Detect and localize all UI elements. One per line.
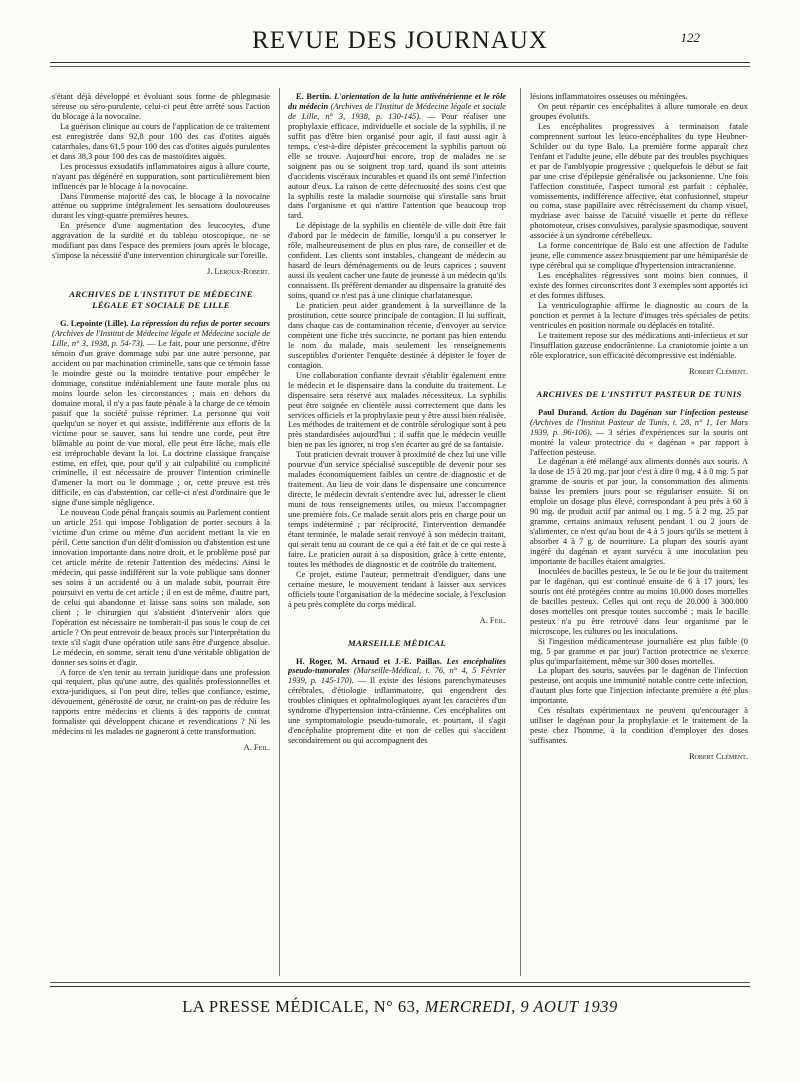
article-reference: (Archives de l'Institut de Médecine légale et sociale de Lille, n° 3, 1938, p. 130-145). (288, 101, 506, 121)
article-header (52, 319, 270, 508)
paragraph: Le praticien peut aider grandement à la surveillance de la prostitution, cette source principale de contagion. Il lui suffirait, dans chaque cas de contamination récente, d'envoyer au service compétent une fiche très succincte, ne portant pas bien entendu le nom du malade, mais seulement les renseignements susceptibles d'orienter l'enquête destinée à dépister le foyer de contagion. (288, 301, 506, 370)
column-divider (520, 88, 521, 976)
footer-date: MERCREDI, 9 AOUT 1939 (424, 997, 618, 1016)
paragraph: Dans l'immense majorité des cas, le blocage à la novocaïne atténue ou supprime intégralement les sensations douloureuses durant les vingt-quatre premières heures. (52, 191, 270, 221)
signature: A. Feil. (243, 743, 270, 753)
article-title: Action du Dagénan sur l'infection pesteuse (591, 407, 748, 417)
column-2 (288, 92, 506, 972)
article-author: Paul Durand. (538, 407, 588, 417)
paragraph: En présence d'une augmentation des leucocytes, d'une aggravation de la surdité et du tableau otoscopique, ne se modifiant pas dans l'espace des premiers jours après le blocage, s'impose la nécessité d'une intervention chirurgicale sur l'oreille. (52, 221, 270, 261)
paragraph: — 3 séries d'expériences sur la souris ont montré la valeur protectrice du « dagénan » par rapport à l'affection pesteuse. (530, 427, 748, 457)
column-3 (530, 92, 748, 972)
page-footer (0, 997, 800, 1017)
header-rule (50, 62, 750, 63)
paragraph: lésions inflammatoires osseuses ou méningées. (530, 92, 688, 101)
signature: A. Feil. (479, 615, 506, 625)
paragraph: Une collaboration confiante devrait s'établir également entre le médecin et le dispensaire dans la conduite du traitement. Le dispensaire sera réservé aux malades nécessiteux. La syphilis peut être soignée en clientèle aussi correctement que dans les services officiels et la prophylaxie peut y être aussi bien réalisée. Les méthodes de traitement et de contrôle sérologique sont à peu près standardisées aujourd'hui ; il suffit que le médecin veuille bien ne pas les ignorer, ni trop s'en écarter au gré de sa fantaisie. (288, 370, 506, 450)
paragraph: — Le fait, pour une personne, d'être témoin d'un grave dommage subi par une autre personne, par accident ou par machination criminelle, sans que ce témoin fasse le moindre geste ou la moindre tentative pour empêcher le dommage, constitue indéniablement une faute morale plus ou moins lourde selon les circonstances ; mais en dehors du domaine moral, il n'y a pas faute pénale à la charge de ce témoin passif que la société puisse réprimer. La personne qui voit quelqu'un se noyer et qui assiste, indifférente aux efforts de la victime pour se sauver, sans lui tendre une corde, peut être blâmable au point de vue moral, elle peut être lâche, mais elle est irréprochable devant la loi. La doctrine classique française estime, en effet, que, pour qu'il y ait culpabilité ou complicité criminelle, il est nécessaire de prouver l'intention criminelle d'amener la mort ou le dommage ; or, cette preuve est très difficile, en cas d'abstention, car celle-ci n'est d'ordinaire que le signe d'une simple négligence. (52, 339, 270, 508)
footer-rule (50, 986, 750, 987)
article-reference: (Marseille-Médical, t. 76, n° 4, 5 Février 1939, p. 145-170). (288, 666, 506, 686)
paragraph: Ces résultats expérimentaux ne peuvent qu'encourager à utiliser le dagénan pour la prophylaxie et le traitement de la peste chez l'homme, à la condition d'employer des doses suffisantes. (530, 706, 748, 746)
article-title: L'orientation de la lutte antivénérienne et le rôle du médecin (288, 92, 506, 111)
paragraph: On peut répartir ces encéphalites à allure tumorale en deux groupes évolutifs. (530, 101, 748, 121)
paragraph: A force de s'en tenir au terrain juridique dans une profession qui requiert, plus qu'une autre, des qualités professionnelles et extra-juridiques, si l'on peut dire, telles que confiance, estime, dévouement, générosité de cœur, ne craint-on pas de réduire les rapports entre médecins et clients à des rapports de contrat formaliste qui développent chicane et revendications ? Ni les médecins ni les malades ne gagneront à cette transformation. (52, 667, 270, 737)
page-header (0, 26, 800, 56)
paragraph: La forme concentrique de Balo est une affection de l'adulte jeune, elle commence assez brusquement par une hémiparésie de type cérébral qui se complique d'hypertension intracranienne. (530, 241, 748, 271)
paragraph: La guérison clinique au cours de l'application de ce traitement est enregistrée dans 92,8 pour 100 des cas d'otites aiguës catarrhales, dans 61,5 pour 100 des cas d'otites aiguës purulentes et dans 38,3 pour 100 des cas de mastoïdites aiguës. (52, 121, 270, 161)
paragraph: La plupart des souris, sauvées par le dagénan de l'infection pesteuse, ont acquis une immunité notable contre cette infection, d'autant plus forte que l'injection infectante première a été plus importante. (530, 666, 748, 706)
footer-rule-thin (50, 982, 750, 983)
section-heading: MARSEILLE MÉDICAL (347, 637, 447, 648)
page-number: 122 (680, 30, 700, 45)
paragraph: Le traitement repose sur des médications anti-infectieux et sur l'insufflation gazeuse endocrânienne. La craniotomie jointe a un rôle exploratrice, son efficacité décompressive est indéniable. (530, 330, 748, 360)
paragraph: — Il existe des lésions parenchymateuses cérébrales, d'étiologie inflammatoire, qui engendrent des troubles cliniques et ophtalmologiques ayant les caractères d'un syndrome d'hypertension intra-crânienne. Ces encéphalites ont une symptomatologie pseudo-tumorale, et pourtant, il s'agit d'encéphalite proprement dite et non de celles qui s'accident secondairement ou qui accompagnent des (288, 676, 506, 746)
paragraph: Le dépistage de la syphilis en clientèle de ville doit être fait d'abord par le médecin de famille, lorsqu'il a pu conserver le rôle, malheureusement de plus en plus rare, de conseiller et de confident. Les clients sont instables, changeant de médecin au hasard de leurs déménagements ou de leurs caprices ; souvent aussi ils veulent cacher une faute de jeunesse à un médecin qu'ils connaissent. Ils préfèrent demander au dispensaire la gratuité des soins, quand ce n'est pas à une clinique charlatanesque. (288, 221, 506, 301)
column-divider (279, 88, 280, 976)
paragraph: Tout praticien devrait trouver à proximité de chez lui une ville pourvue d'un service spécialisé susceptible de devenir pour ses malades économiquement faibles un centre de diagnostic et de traitement. Au lieu de voir dans le dispensaire une concurrence directe, le médecin devrait s'entendre avec lui, adresser le client muni de tous renseignements utiles, ou mieux l'accompagner une première fois. Ce malade serait alors pris en charge pour un temps indéterminé ; par réciprocité, l'intervention demandée étant terminée, le malade serait renvoyé à son médecin traitant, qui serait tenu au courant de ce qui a été fait et de ce qui reste à faire. Le praticien aurait à sa disposition, grâce à cette entente, toutes les méthodes de diagnostic et de contrôle du traitement. (288, 450, 506, 569)
paragraph: Les encéphalites régressives sont moins bien connues, il existe des formes circonscrites dont 3 exemples sont apportés ici et des formes diffuses. (530, 271, 748, 301)
signature: J. Leroux-Robert. (206, 267, 270, 277)
article-header (288, 657, 506, 747)
article-header (288, 92, 506, 221)
paragraph: La ventriculographie affirme le diagnostic au cours de la ponction et permet à la lecture d'images très spéciales de petits ventricules en position normale ou déplacés en totalité. (530, 301, 748, 330)
article-author: E. Bertin. (296, 92, 332, 101)
article-header (530, 408, 748, 458)
paragraph: Inoculées de bacilles pesteux, le 5e ou le 6e jour du traitement par le dagénan, qui est continué ensuite de 6 à 17 jours, les souris ont été protégées contre au moins 10.000 doses mortelles de bacilles pesteux. Celles qui ont reçu de 20.000 à 300.000 doses mortelles ont presque toutes succombé ; mais le bacille pesteux n'a pu être retrouvé dans leur organisme par le microscope, les cultures ou les inoculations. (530, 566, 748, 636)
page-title: REVUE DES JOURNAUX (252, 27, 548, 54)
paragraph: s'étant déjà développé et évoluant sous forme de phlegmasie séreuse ou séro-purulente, celui-ci peut être arrêté sous l'action du blocage à la novocaïne. (52, 92, 270, 121)
paragraph: Le dagénan a été mélangé aux aliments donnés aux souris. A la dose de 15 à 20 mg. par jour c'est à dire 0 mg. 4 à 0 mg. 5 par gramme de souris et par jour, la consommation des aliments baisse les premiers jours pour se régulariser ensuite. Si on emploie un dosage plus élevé, correspondant à peu près à 60 à 90 mg. de produit actif par animal ou 1 mg. 5 à 2 mg. 25 par gramme, certains animaux refusent pendant 1 ou 2 jours de s'alimenter, ce n'est qu'au bout de 4 à 5 jours qu'ils se mettent à absorber 4 à 7 g. de nourriture. La plupart des souris ayant ingéré du dagénan et ayant survécu à une inoculation peu importante de bacilles étaient amaigries. (530, 457, 748, 566)
article-author: H. Roger, M. Arnaud et J.-E. Paillas. (296, 656, 442, 666)
article-author: G. Lepointe (Lille). (60, 319, 129, 329)
column-1 (52, 92, 270, 972)
paragraph: Le nouveau Code pénal français soumis au Parlement contient un article 251 qui impose l'obligation de porter secours à la victime d'un crime ou même d'un accident mettant la vie en péril. Cette sanction d'un délit d'omission ou d'abstention est une innovation importante dans notre droit, et le problème posé par cet article mérite de retenir l'attention des médecins. Ainsi le médecin, qui passe indifférent sur la voie publique sans donner ses soins à un accidenté ou à un malade subit, pourrait être poursuivi en vertu de cet article ; il en est de même, d'autre part, de celui qui abandonne et laisse sans soins son malade, son client ; le chirurgien qui s'abstient d'intervenir alors que l'opération est nécessaire ne tomberait-il pas sous le coup de cet article ? On peut entrevoir de beaux procès sur l'interprétation du texte s'il s'agit d'une opération utile sans être d'urgence absolue. Le médecin, en somme, serait tenu d'une véritable obligation de donner ses soins et d'agir. (52, 508, 270, 667)
paragraph: Les processus exsudatifs inflammatoires aigus à allure courte, n'ayant pas dégénéré en suppuration, sont particulièrement bien influencés par le blocage à la novocaïne. (52, 161, 270, 191)
section-heading: ARCHIVES DE L'INSTITUT PASTEUR DE TUNIS (536, 388, 742, 399)
paragraph: Les encéphalites progressives à terminaison fatale comprennent surtout les leuco-encéphalites du type Heubner-Schilder ou du type Balo. La première forme apparaît chez l'enfant et l'adulte jeune, elle débute par des troubles psychiques et par de l'amblyopie progressive ; quelquefois le début se fait par une crise d'épilepsie généralisée ou jacksonienne. Une fois l'affection constituée, l'aspect tumoral est parfait : céphalée, vomissements, indifférence affective, état confusionnel, stupeur ou coma, stase papillaire avec rétrécissement du champ visuel, mydriase avec baisse de l'acuité visuelle et perte du réflexe photomoteur, crises convulsives, paralysie spasmodique, souvent associée à un syndrome cérébelleux. (530, 121, 748, 241)
section-heading: ARCHIVES DE L'INSTITUT DE MÉDECINE LÉGALE ET SOCIALE DE LILLE (69, 289, 253, 311)
header-rule-thin (50, 66, 750, 67)
signature: Robert Clément. (689, 366, 748, 376)
footer-journal: LA PRESSE MÉDICALE, N° 63, (182, 997, 420, 1016)
paragraph: Ce projet, estime l'auteur, permettrait d'endiguer, dans une certaine mesure, le mouvement tendant à laisser aux services officiels toute l'organisation de la médecine sociale, à l'exclusion à peu près complète du corps médical. (288, 569, 506, 609)
article-title: Les encéphalites pseudo-tumorales (288, 656, 506, 676)
article-title: La répression du refus de porter secours (130, 319, 270, 329)
article-reference: (Archives de l'Institut de Médecine légale et Médecine sociale de Lille, n° 3, 1938, p. 54-73). (52, 329, 270, 349)
signature: Robert Clément. (689, 752, 748, 762)
paragraph: Si l'ingestion médicamenteuse journalière est plus faible (0 mg. 5 par gramme et par jour) l'action protectrice ne s'exerce plus qu'imparfaitement, même sur 300 doses mortelles. (530, 636, 748, 666)
article-reference: (Archives de l'Institut Pasteur de Tunis, t. 28, n° 1, 1er Mars 1939, p. 96-106). (530, 417, 748, 437)
paragraph: — Pour réaliser une prophylaxie efficace, individuelle et sociale de la syphilis, il ne suffit pas d'être bien organisé pour agir, il faut aussi agir à temps, c'est-à-dire dépister précocement la syphilis partout où elle se trouve. Aujourd'hui encore, trop de malades ne se soignent pas ou se soignent trop tard, quand ils sont atteints d'accidents viscéraux incurables et quand ils ont semé l'infection autour d'eux. La raison de cette défectuosité des soins c'est que la syphilis reste la maladie sournoise qui s'installe sans bruit dans l'organisme et qui n'attire l'attention que beaucoup trop tard. (288, 111, 506, 221)
